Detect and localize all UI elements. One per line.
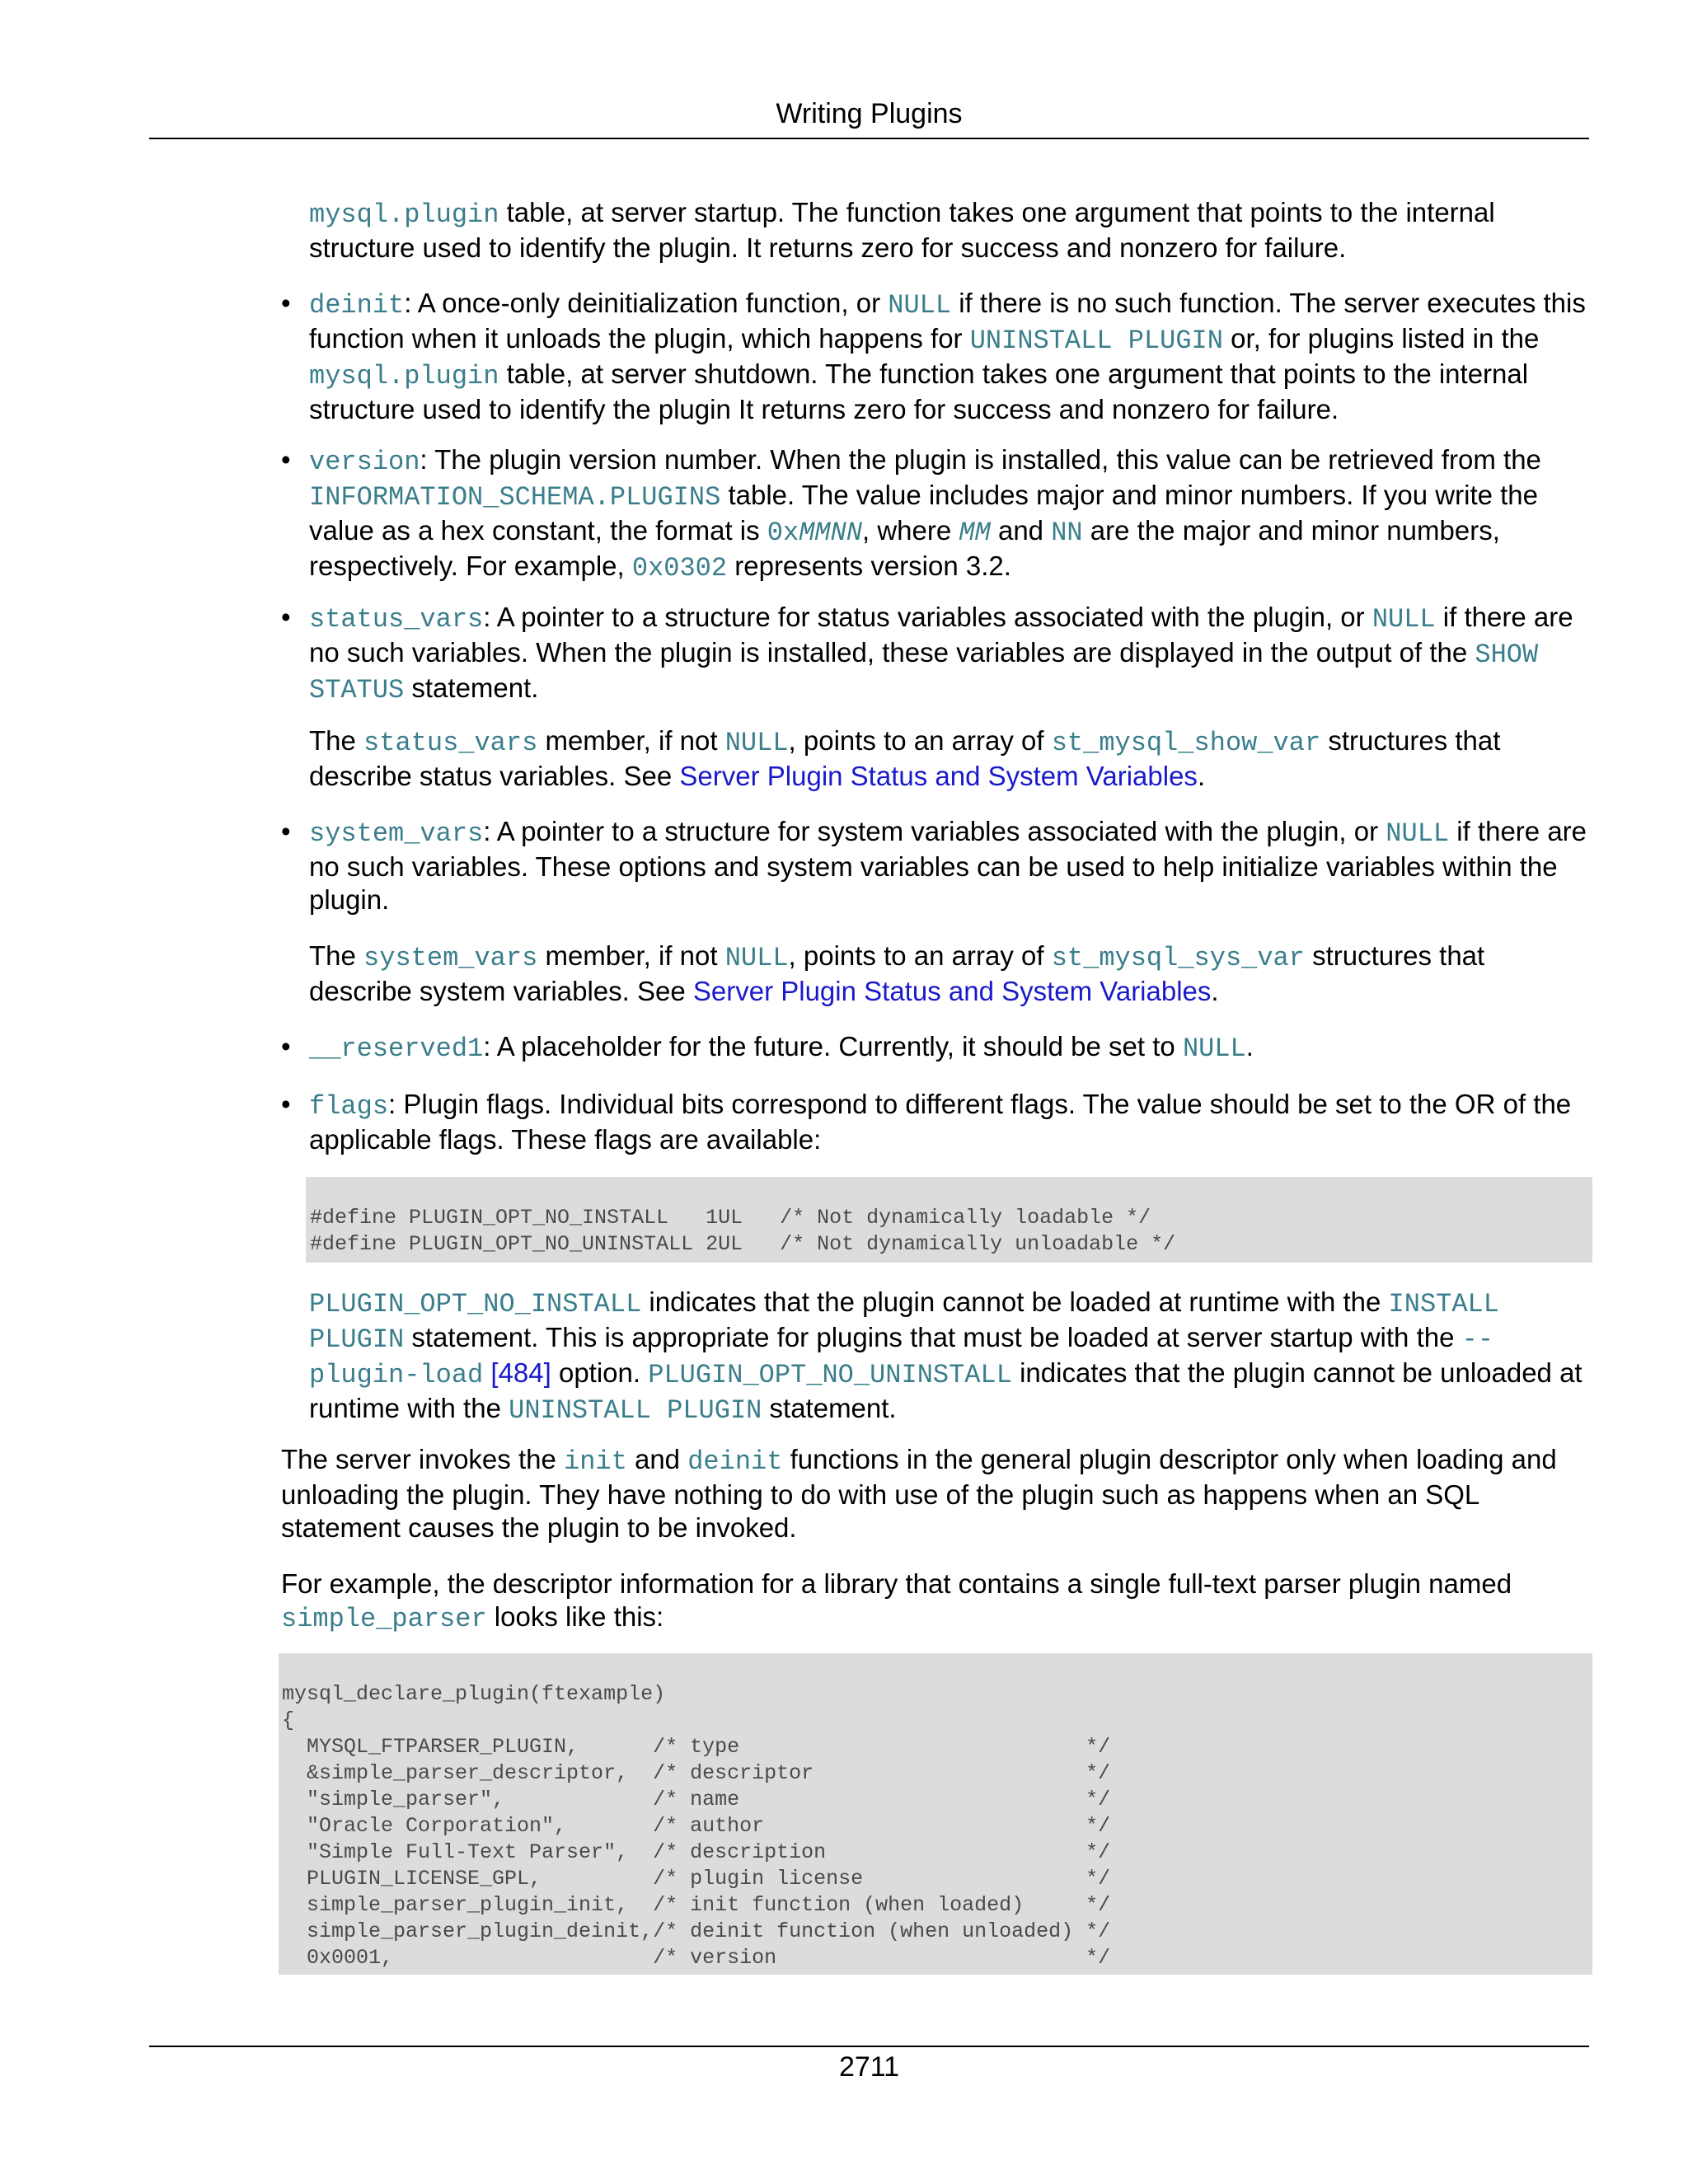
code-plugin-load-option: --plugin-load [309,1324,1494,1390]
text: . [1245,1031,1254,1062]
code-version: version [309,447,420,477]
code-mysql-plugin: mysql.plugin [309,361,499,391]
text: 0x [767,518,799,548]
text: if there is no such function. The server executes this function when it unloads the plugin, which happens for [309,288,1586,354]
text: . [1197,761,1206,791]
code-null: NULL [1182,1033,1246,1064]
bullet: • [281,1031,291,1062]
code-hex-format [767,518,862,548]
text: looks like this: [486,1601,664,1632]
code-flags: flags [309,1091,389,1122]
text: member, if not [537,725,725,756]
system-vars-detail [309,940,1595,1008]
footer-rule [149,2046,1589,2047]
page-number: 2711 [838,2051,900,2083]
code-deinit: deinit [309,290,405,321]
version-item [309,443,1595,585]
text: indicates that the plugin cannot be unloaded at runtime with the [309,1357,1582,1423]
code-system-vars: system_vars [309,818,484,849]
text: structures that describe system variables. See [309,940,1485,1006]
text: : A pointer to a structure for system variables associated with the plugin, or [483,816,1386,846]
text: if there are no such variables. These options and system variables can be used to help initialize variables within the plugin. [309,816,1587,915]
code-st-mysql-show-var: st_mysql_show_var [1051,728,1321,758]
page-header: Writing Plugins [776,98,963,129]
text-italic: MM [959,518,991,548]
text: and [626,1444,688,1474]
text: option. [551,1357,649,1388]
text: , points to an array of [788,725,1052,756]
code-plugin-opt-no-install: PLUGIN_OPT_NO_INSTALL [309,1289,642,1319]
code-null: NULL [1386,818,1450,849]
text: statement. This is appropriate for plugins that must be loaded at server startup with the [404,1322,1462,1352]
flags-explanation [309,1286,1595,1427]
code-simple-parser: simple_parser [281,1604,487,1634]
text: table, at server shutdown. The function takes one argument that points to the internal structure used to identify the plugin It returns zero for success and nonzero for failure. [309,359,1529,424]
text: For example, the descriptor information for a library that contains a single full-text parser plugin named [281,1568,1512,1599]
code-show-status: SHOW STATUS [309,640,1539,705]
code-st-mysql-sys-var: st_mysql_sys_var [1051,943,1305,973]
text: are the major and minor numbers, respectively. For example, [309,515,1500,581]
bullet: • [281,602,291,632]
code-uninstall-plugin: UNINSTALL PLUGIN [509,1395,762,1426]
text: : A pointer to a structure for status variables associated with the plugin, or [483,602,1372,632]
code-init: init [564,1446,627,1477]
text: table. The value includes major and minor numbers. If you write the value as a hex constant, the format is [309,480,1539,546]
plugin-descriptor-code-block: mysql_declare_plugin(ftexample) { MYSQL_FTPARSER_PLUGIN, /* type */ &simple_parser_descriptor, /* descriptor */ "simple_parser", /* name */ "Oracle Corporation", /* author */ "Simple Full-Text Parser", /* description */ PLUGIN_LICENSE_GPL, /* plugin license */ simple_parser_plugin_init, /* init function (when loaded) */ simple_parser_plugin_deinit,/* deinit function (when unloaded) */ 0x0001, /* version */ [279,1653,1592,1975]
text: represents version 3.2. [727,551,1011,581]
code-null: NULL [724,728,789,758]
bullet: • [281,444,291,475]
text: member, if not [537,940,725,971]
text: , points to an array of [788,940,1052,971]
code-null: NULL [888,290,952,321]
bullet: • [281,288,291,318]
init-deinit-paragraph [281,1443,1592,1544]
link-option-484[interactable]: [484] [483,1357,551,1388]
bullet: • [281,816,291,846]
link-server-plugin-variables[interactable]: Server Plugin Status and System Variables [679,761,1198,791]
header-rule [149,138,1589,139]
text: : A placeholder for the future. Currently, it should be set to [483,1031,1183,1062]
status-vars-detail [309,724,1595,793]
code-status-vars: status_vars [363,728,538,758]
code-null: NULL [1372,604,1436,635]
code-status-vars: status_vars [309,604,484,635]
text: The server invokes the [281,1444,564,1474]
text: , where [862,515,959,546]
reserved1-item [309,1030,1595,1066]
init-continuation-paragraph [309,196,1595,265]
text: table, at server startup. The function takes one argument that points to the internal structure used to identify the plugin. It returns zero for success and nonzero for failure. [309,197,1495,263]
text: : The plugin version number. When the plugin is installed, this value can be retrieved from the [420,444,1541,475]
link-server-plugin-variables[interactable]: Server Plugin Status and System Variables [692,976,1212,1006]
deinit-item [309,287,1595,426]
text: structures that describe status variables. See [309,725,1501,791]
text: and [990,515,1052,546]
text: statement. [762,1393,897,1423]
example-intro-paragraph [281,1568,1592,1636]
text: The [309,725,364,756]
code-plugin-opt-no-uninstall: PLUGIN_OPT_NO_UNINSTALL [648,1360,1012,1390]
text-italic: MMNN [799,518,863,548]
code-information-schema-plugins: INFORMATION_SCHEMA.PLUGINS [309,482,721,513]
flags-code-block: #define PLUGIN_OPT_NO_INSTALL 1UL /* Not dynamically loadable */ #define PLUGIN_OPT_NO_UNINSTALL 2UL /* Not dynamically unloadable */ [306,1177,1592,1263]
code-reserved1: __reserved1 [309,1033,484,1064]
code-0x0302: 0x0302 [631,553,728,583]
code-nn: NN [1051,518,1083,548]
system-vars-item [309,815,1595,916]
text: : A once-only deinitialization function, or [404,288,889,318]
bullet: • [281,1089,291,1119]
text: The [309,940,364,971]
code-install-plugin: INSTALL PLUGIN [309,1289,1499,1355]
text: if there are no such variables. When the plugin is installed, these variables are displayed in the output of the [309,602,1573,668]
text: : Plugin flags. Individual bits correspond to different flags. The value should be set to the OR of the applicable flags. These flags are available: [309,1089,1572,1155]
code-mm [959,518,990,548]
code-deinit: deinit [687,1446,783,1477]
text: functions in the general plugin descriptor only when loading and unloading the plugin. They have nothing to do with use of the plugin such as happens when an SQL statement causes the plugin to be invoked. [281,1444,1557,1543]
code-null: NULL [724,943,789,973]
text: . [1211,976,1219,1006]
text: statement. [404,673,539,703]
flags-item [309,1088,1595,1156]
status-vars-item [309,601,1595,707]
code-system-vars: system_vars [363,943,538,973]
code-mysql-plugin: mysql.plugin [309,199,499,230]
text: or, for plugins listed in the [1222,323,1540,354]
text: indicates that the plugin cannot be loaded at runtime with the [641,1286,1389,1317]
code-uninstall-plugin: UNINSTALL PLUGIN [969,326,1223,356]
